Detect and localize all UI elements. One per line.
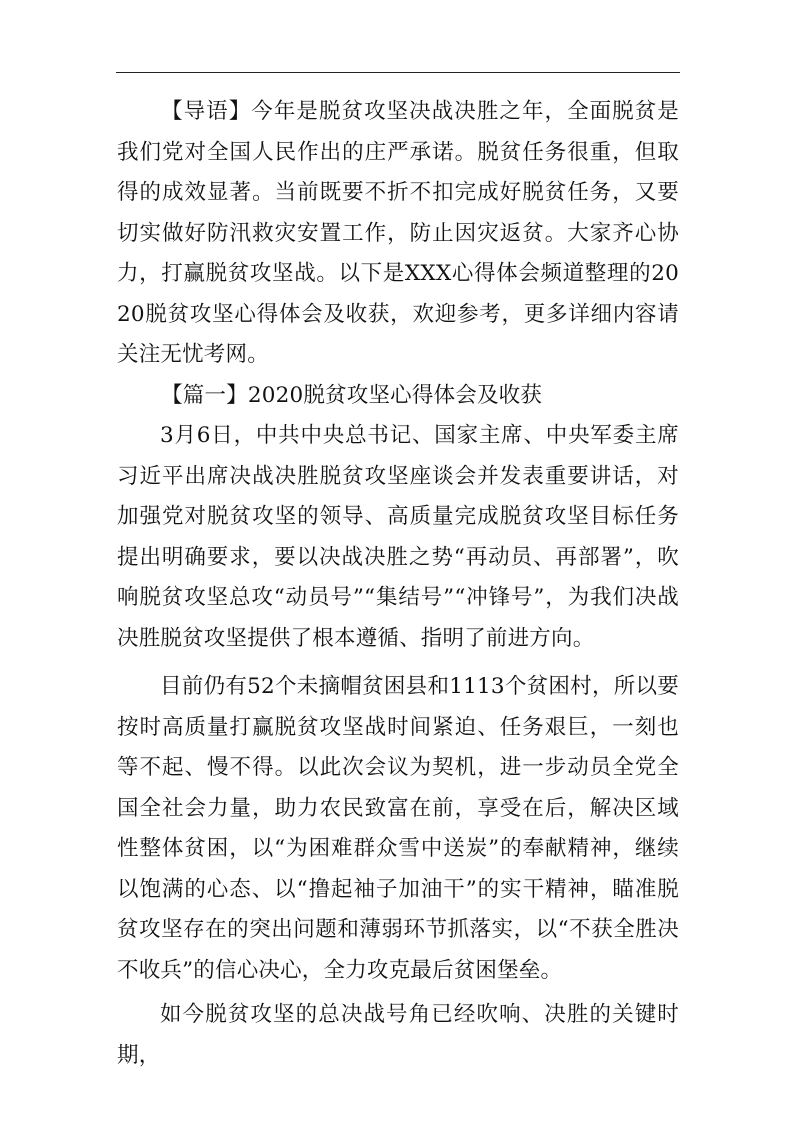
section-heading: 【篇一】2020脱贫攻坚心得体会及收获 — [161, 382, 543, 408]
body-paragraph-1: 3月6日，中共中央总书记、国家主席、中央军委主席习近平出席决战决胜脱贫攻坚座谈会并发表重要讲话，对加强党对脱贫攻坚的领导、高质量完成脱贫攻坚目标任务提出明确要求，要以决战决胜之势“再动员、再部署”，吹响脱贫攻坚总攻“动员号”“集结号”“冲锋号”，为我们决战决胜脱贫攻坚提供了根本遵循、指明了前进方向。 — [117, 423, 679, 651]
document-body — [117, 92, 679, 1076]
lead-paragraph: 【导语】今年是脱贫攻坚决战决胜之年，全面脱贫是我们党对全国人民作出的庄严承诺。脱贫任务很重，但取得的成效显著。当前既要不折不扣完成好脱贫任务，又要切实做好防汛救灾安置工作，防止因灾返贫。大家齐心协力，打赢脱贫攻坚战。以下是XXX心得体会频道整理的2020脱贫攻坚心得体会及收获，欢迎参考，更多详细内容请关注无忧考网。 — [117, 99, 679, 367]
header-rule — [116, 72, 680, 73]
body-paragraph-3: 如今脱贫攻坚的总决战号角已经吹响、决胜的关键时期， — [117, 1002, 679, 1068]
body-paragraph-2: 目前仍有52个未摘帽贫困县和1113个贫困村，所以要按时高质量打赢脱贫攻坚战时间紧迫、任务艰巨，一刻也等不起、慢不得。以此次会议为契机，进一步动员全党全国全社会力量，助力农民致富在前，享受在后，解决区域性整体贫困，以“为困难群众雪中送炭”的奉献精神，继续以饱满的心态、以“撸起袖子加油干”的实干精神，瞄准脱贫攻坚存在的突出问题和薄弱环节抓落实，以“不获全胜决不收兵”的信心决心，全力攻克最后贫困堡垒。 — [117, 674, 679, 983]
